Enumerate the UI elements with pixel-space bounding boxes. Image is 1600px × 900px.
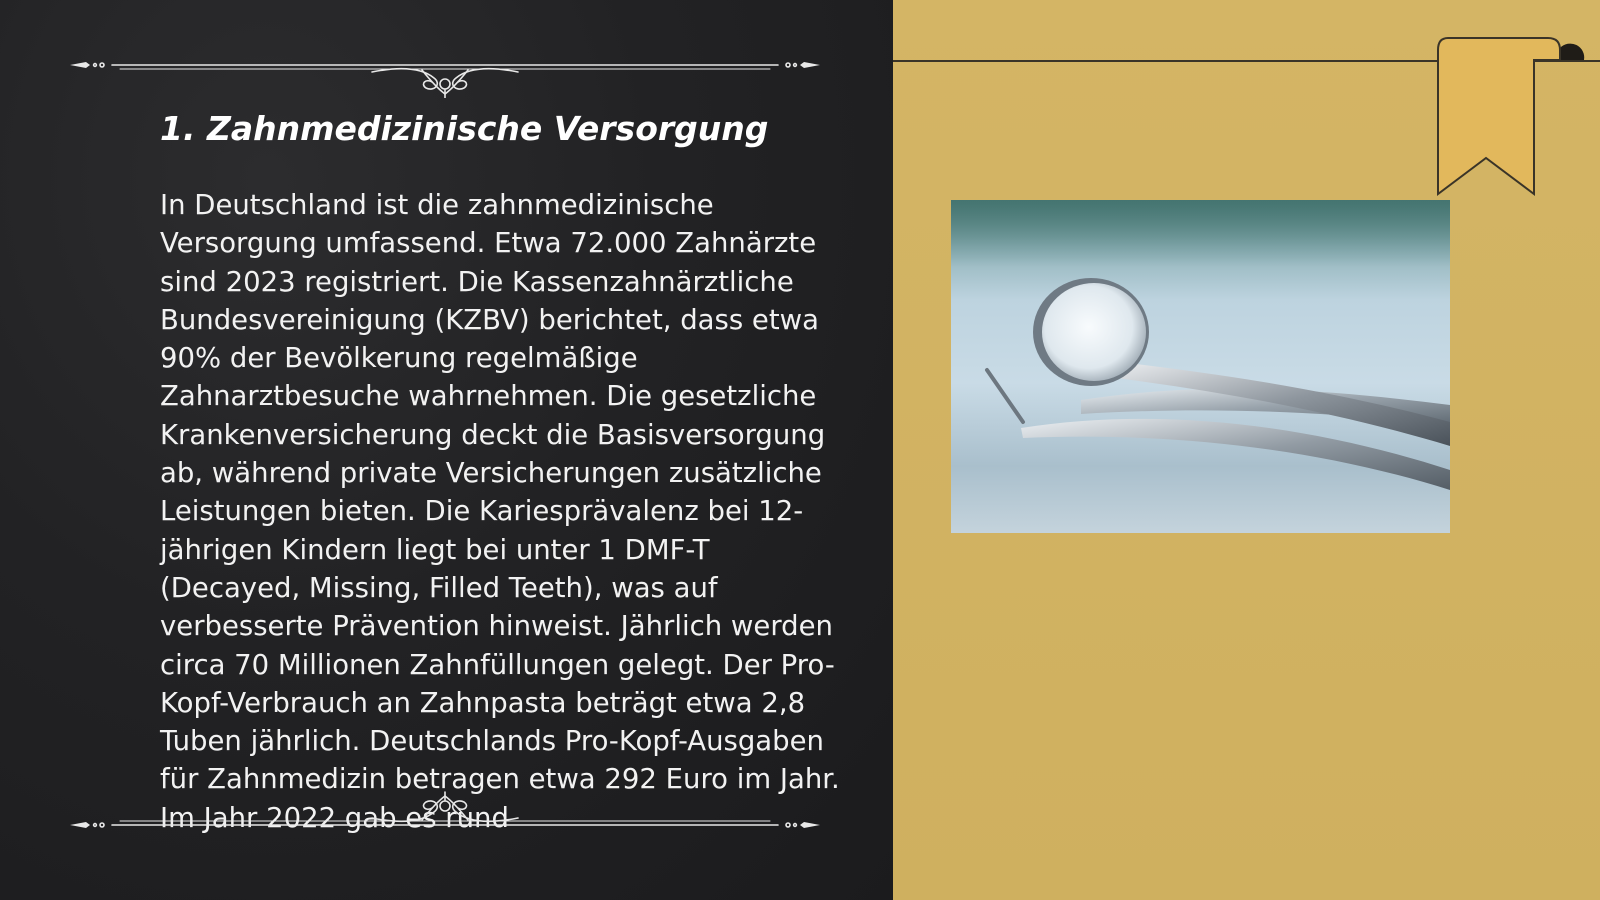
dental-mirror-icon [951,200,1450,533]
slide-title: 1. Zahnmedizinische Versorgung [160,109,769,148]
dental-instruments-photo [951,200,1450,533]
slide-body-text: In Deutschland ist die zahnmedizinische Versorgung umfassend. Etwa 72.000 Zahnärzte sind 2023 registriert. Die Kassenzahnärztliche Bundesvereinigung (KZBV) berichtet, dass etwa 90% der Bevölkerung regelmäßige Zahnarztbesuche wahrnehmen. Die gesetzliche Krankenversicherung deckt die Basisversorgung ab, während private Versicherungen zusätzliche Leistungen bieten. Die Kariesprävalenz bei 12-jährigen Kindern liegt bei unter 1 DMF-T (Decayed, Missing, Filled Teeth), was auf verbesserte Prävention hinweist. Jährlich werden circa 70 Millionen Zahnfüllungen gelegt. Der Pro-Kopf-Verbrauch an Zahnpasta beträgt etwa 2,8 Tuben jährlich. Deutschlands Pro-Kopf-Ausgaben für Zahnmedizin betragen etwa 292 Euro im Jahr. Im Jahr 2022 gab es rund [160,189,840,834]
bookmark-ribbon-icon [1436,36,1586,198]
top-ornament-divider [62,38,828,98]
bottom-ornament-divider [62,778,828,838]
